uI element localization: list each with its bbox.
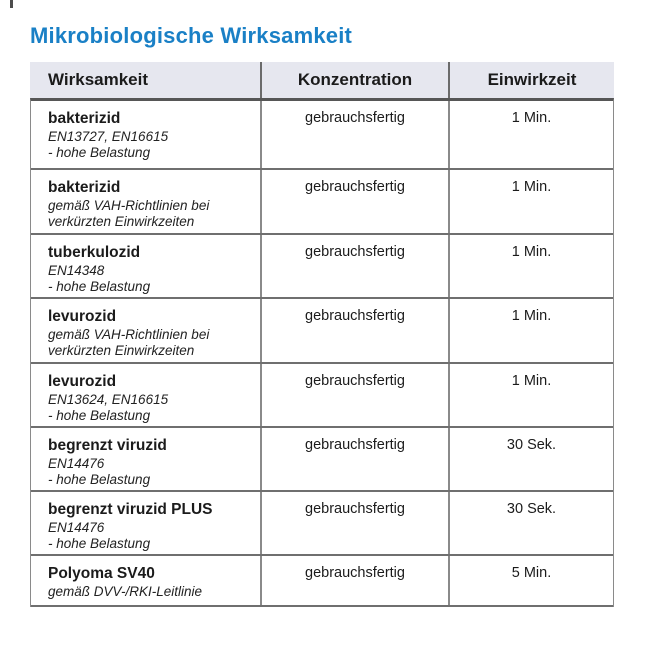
- efficacy-detail-line: verkürzten Einwirkzeiten: [48, 343, 195, 359]
- table-row: [31, 235, 613, 299]
- cell-konzentration: gebrauchsfertig: [262, 299, 450, 362]
- efficacy-term: levurozid: [48, 308, 117, 326]
- efficacy-detail-line: EN13727, EN16615: [48, 128, 169, 144]
- cell-wirksamkeit: [31, 299, 262, 362]
- page-title: Mikrobiologische Wirksamkeit: [30, 23, 353, 48]
- efficacy-term: begrenzt viruzid: [48, 437, 167, 455]
- table-row: [31, 364, 613, 428]
- table-header-row: [30, 62, 614, 98]
- cell-konzentration: gebrauchsfertig: [262, 364, 450, 426]
- efficacy-detail-line: gemäß VAH-Richtlinien bei: [48, 197, 210, 213]
- cell-konzentration: gebrauchsfertig: [262, 101, 450, 168]
- cell-einwirkzeit: 1 Min.: [511, 308, 552, 325]
- column-header-einwirkzeit: Einwirkzeit: [487, 70, 577, 90]
- efficacy-detail-line: EN13624, EN16615: [48, 391, 169, 407]
- cell-konzentration: gebrauchsfertig: [262, 235, 450, 297]
- table-row: [31, 556, 613, 607]
- cell-konzentration: gebrauchsfertig: [262, 428, 450, 490]
- cell-wirksamkeit: [31, 428, 262, 490]
- cell-einwirkzeit: 5 Min.: [511, 565, 552, 582]
- cell-wirksamkeit: [31, 492, 262, 554]
- datasheet-section: [30, 24, 614, 607]
- cell-wirksamkeit: [31, 101, 262, 168]
- efficacy-term: levurozid: [48, 373, 117, 391]
- efficacy-table: [30, 62, 614, 607]
- efficacy-detail-line: gemäß VAH-Richtlinien bei: [48, 326, 210, 342]
- cell-einwirkzeit: 1 Min.: [511, 373, 552, 390]
- cell-einwirkzeit: 1 Min.: [511, 179, 552, 196]
- table-row: [31, 101, 613, 170]
- cell-wirksamkeit: [31, 556, 262, 605]
- efficacy-term: Polyoma SV40: [48, 565, 155, 583]
- table-row: [31, 170, 613, 235]
- cell-konzentration: gebrauchsfertig: [262, 170, 450, 233]
- cell-einwirkzeit: 1 Min.: [511, 244, 552, 261]
- column-header-konzentration: Konzentration: [262, 62, 450, 98]
- efficacy-term: begrenzt viruzid PLUS: [48, 501, 213, 519]
- efficacy-detail-line: - hohe Belastung: [48, 145, 151, 161]
- table-body: [30, 98, 614, 607]
- cell-wirksamkeit: [31, 170, 262, 233]
- cell-konzentration: gebrauchsfertig: [262, 492, 450, 554]
- efficacy-detail-line: - hohe Belastung: [48, 472, 151, 488]
- efficacy-detail-line: verkürzten Einwirkzeiten: [48, 214, 195, 230]
- table-row: [31, 492, 613, 556]
- cell-wirksamkeit: [31, 364, 262, 426]
- efficacy-detail-line: EN14476: [48, 455, 105, 471]
- efficacy-term: tuberkulozid: [48, 244, 141, 262]
- efficacy-detail-line: - hohe Belastung: [48, 279, 151, 295]
- table-row: [31, 428, 613, 492]
- cell-einwirkzeit: 30 Sek.: [506, 501, 557, 518]
- cell-einwirkzeit: 1 Min.: [511, 110, 552, 127]
- efficacy-detail-line: - hohe Belastung: [48, 408, 151, 424]
- efficacy-term: bakterizid: [48, 179, 121, 197]
- efficacy-detail-line: EN14348: [48, 262, 105, 278]
- efficacy-detail-line: EN14476: [48, 519, 105, 535]
- efficacy-detail-line: gemäß DVV-/RKI-Leitlinie: [48, 583, 203, 599]
- cell-wirksamkeit: [31, 235, 262, 297]
- column-header-wirksamkeit: Wirksamkeit: [30, 62, 262, 98]
- efficacy-detail-line: - hohe Belastung: [48, 536, 151, 552]
- cell-einwirkzeit: 30 Sek.: [506, 437, 557, 454]
- page-edge-mark: [10, 0, 13, 8]
- cell-konzentration: gebrauchsfertig: [262, 556, 450, 605]
- table-row: [31, 299, 613, 364]
- efficacy-term: bakterizid: [48, 110, 121, 128]
